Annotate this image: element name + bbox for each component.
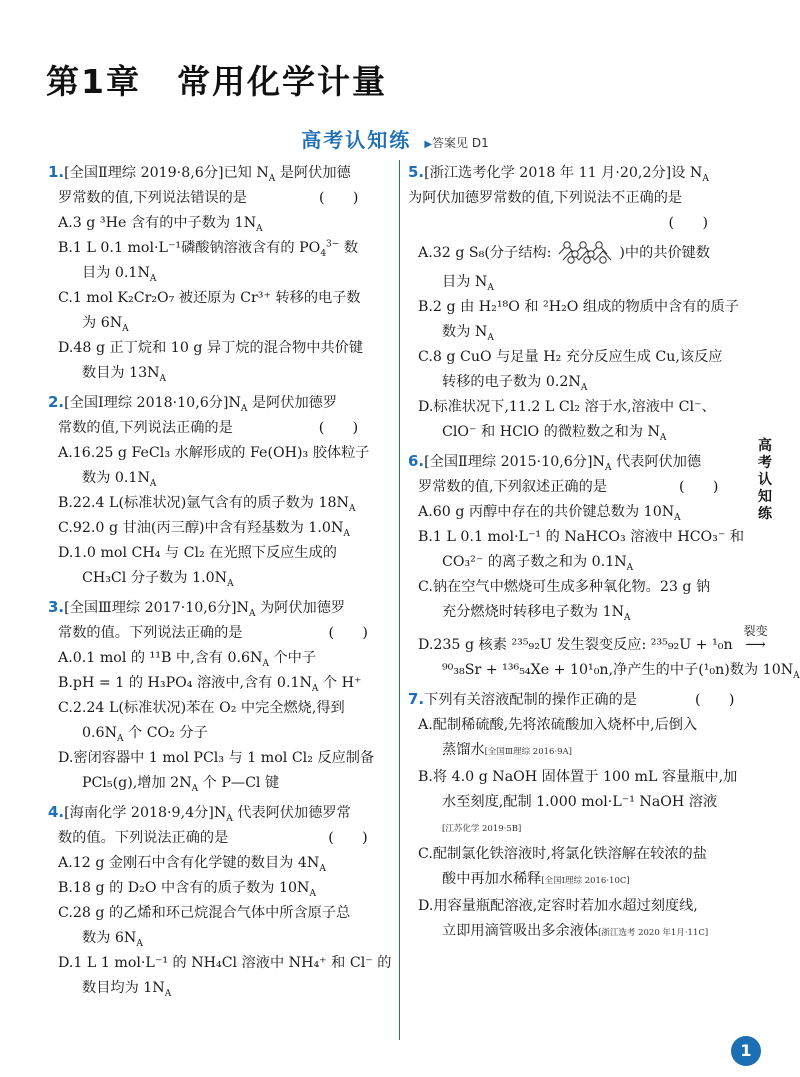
column-divider: [399, 160, 400, 1040]
subscript-a: A: [624, 612, 631, 623]
subscript-a: A: [227, 578, 234, 589]
subscript-a: A: [604, 462, 612, 473]
left-column: [48, 160, 393, 1005]
section-title: 高考认知练: [301, 128, 412, 152]
page-number: 1: [731, 1036, 761, 1066]
subscript-a: A: [659, 432, 667, 443]
reaction-arrow-icon: ⟶: [745, 637, 766, 653]
subscript-a: A: [226, 813, 233, 824]
subscript-a: A: [311, 683, 319, 694]
chapter-name: 常用化学计量: [176, 62, 387, 101]
answer-reference: ▶答案见 D1: [424, 136, 489, 150]
question-3: 3.[全国Ⅲ理综 2017·10,6分]$N_A$ 为阿伏加德罗 常数的值。下列说法正确的是 ( ) A.0.1 mol 的 ¹¹B 中,含有 $0.6N_A$ 个中子 B.pH = 1 的 H₃PO₄ 溶液中,含有 $0.1N_A$ 个 H⁺ C.2.24 L(标准状况)苯在 O₂ 中完全燃烧,得到 $0.6N_A$ 个 CO₂ 分子 D.密闭容器中 1 mol PCl₃ 与 1 mol Cl₂ 反应制备 PCl₅(g),增加 $2N_A$ 个 P—Cl 键: [48, 598, 375, 794]
triangle-icon: ▶: [424, 139, 433, 150]
section-header: [0, 124, 790, 153]
subscript-a: A: [702, 173, 709, 184]
subscript-a: A: [319, 863, 326, 874]
question-2: 2.[全国Ⅰ理综 2018·10,6分]$N_A$ 是阿伏加德罗 常数的值,下列说法正确的是 ( ) A.16.25 g FeCl₃ 水解形成的 Fe(OH)₃ 胶体粒子 数为 $0.1N_A$ B.22.4 L(标准状况)氩气含有的质子数为 $18N_A$ C.92.0 g 甘油(丙三醇)中含有羟基数为 $1.0N_A$ D.1.0 mol CH₄ 与 Cl₂ 在光照下反应生成的 CH₃Cl 分子数为 $1.0N_A$: [48, 393, 370, 589]
subscript-a: A: [256, 223, 263, 234]
side-tab-label: 高考认知练: [758, 438, 772, 522]
subscript-a: A: [149, 273, 157, 284]
chapter-title: [46, 56, 387, 103]
subscript-a: A: [268, 173, 276, 184]
subscript-a: A: [309, 888, 316, 899]
subscript-a: A: [191, 783, 199, 794]
subscript-a: A: [136, 938, 143, 949]
question-4: 4.[海南化学 2018·9,4分]$N_A$ 代表阿伏加德罗常 数的值。下列说法正确的是 ( ) A.12 g 金刚石中含有化学键的数目为 $4N_A$ B.18 g 的 D₂O 中含有的质子数为 $10N_A$ C.28 g 的乙烯和环己烷混合气体中所含原子总 数为 $6N_A$ D.1 L 1 mol·L⁻¹ 的 NH₄Cl 溶液中 NH₄⁺ 和 Cl⁻ 的 数目均为 $1N_A$: [48, 803, 392, 999]
s8-molecule-icon: [555, 240, 615, 266]
subscript-a: A: [240, 403, 248, 414]
chapter-label: 第1章: [46, 62, 141, 101]
subscript-a: A: [580, 382, 588, 393]
subscript-a: A: [343, 528, 350, 539]
subscript-a: A: [348, 503, 356, 514]
subscript-a: A: [248, 608, 256, 619]
subscript-a: A: [149, 478, 157, 489]
subscript-a: A: [487, 282, 494, 293]
question-5: 5.[浙江选考化学 2018 年 11 月·20,2分]设 $N_A$ 为阿伏加德罗常数的值,下列说法不正确的是 ( ) A.32 g S₈(分子结构: )中的共价键数 目为 $N_A$ B.2 g 由 H₂¹⁸O 和 ²H₂O 组成的物质中含有的质子 数为 $N_A$ C.8 g CuO 与足量 H₂ 充分反应生成 Cu,该反应 转移的电子数为 $0.2N_A$ D.标准状况下,11.2 L Cl₂ 溶于水,溶液中 Cl⁻、 ClO⁻ 和 HClO 的微粒数之和为 $N_A$: [408, 163, 739, 443]
subscript-a: A: [674, 512, 681, 523]
subscript-a: A: [626, 562, 634, 573]
subscript-a: A: [159, 373, 167, 384]
question-7: 7.下列有关溶液配制的操作正确的是 ( ) A.配制稀硫酸,先将浓硫酸加入烧杯中,后倒入 蒸馏水[全国Ⅲ理综 2016·9A] B.将 4.0 g NaOH 固体置于 100 mL 容量瓶中,加 水至刻度,配制 1.000 mol·L⁻¹ NaOH 溶液 [江苏化学 2019·5B] C.配制氯化铁溶液时,将氯化铁溶解在较浓的盐 酸中再加水稀释[全国Ⅰ理综 2016·10C] D.用容量瓶配溶液,定容时若加水超过刻度线, 立即用滴管吸出多余液体[浙江选考 2020 年1月·11C]: [408, 690, 738, 939]
subscript-a: A: [793, 670, 800, 681]
subscript-a: A: [262, 658, 269, 669]
subscript-a: A: [122, 323, 129, 334]
subscript-a: A: [116, 733, 124, 744]
subscript-a: A: [164, 988, 172, 999]
subscript-a: A: [487, 332, 494, 343]
question-6: 6.[全国Ⅱ理综 2015·10,6分]$N_A$ 代表阿伏加德 罗常数的值,下列叙述正确的是 ( ) A.60 g 丙醇中存在的共价键总数为 $10N_A$ B.1 L 0.1 mol·L⁻¹ 的 NaHCO₃ 溶液中 HCO₃⁻ 和 CO₃²⁻ 的离子数之和为 $0.1N_A$ C.钠在空气中燃烧可生成多种氧化物。23 g 钠 充分燃烧时转移电子数为 $1N_A$ D.235 g 核素 ²³⁵₉₂U 发生裂变反应: ²³⁵₉₂U + ¹₀n 裂变 ⟶ ⁹⁰₃₈Sr + ¹³⁶₅₄Xe + 10¹₀n,净产生的中子(¹₀n)数为 $10N_A$: [408, 452, 800, 681]
question-1: 1.[全国Ⅱ理综 2019·8,6分]已知 $N_A$ 是阿伏加德 罗常数的值,下列说法错误的是 ( ) A.3 g ³He 含有的中子数为 $1N_A$ B.1 L 0.1 mol·L⁻¹磷酸钠溶液含有的 $PO_4^{3-}$ 数 目为 $0.1N_A$ C.1 mol K₂Cr₂O₇ 被还原为 Cr³⁺ 转移的电子数 为 $6N_A$ D.48 g 正丁烷和 10 g 异丁烷的混合物中共价键 数目为 $13N_A$: [48, 163, 364, 384]
